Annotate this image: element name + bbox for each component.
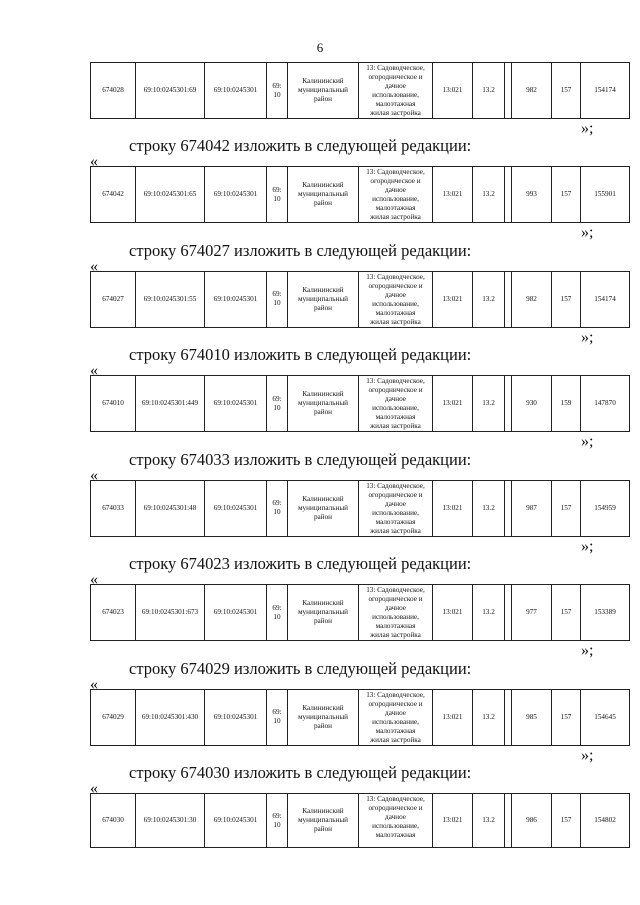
cell-value-b: 157 (552, 167, 581, 223)
cell-use-code: 13:021 (433, 585, 473, 641)
opening-quote: « (90, 571, 98, 588)
cell-value-a: 993 (512, 167, 552, 223)
cell-land-use: 13: Садоводческое, огородническое и дачное использование, малоэтажная жилая застройка (359, 271, 433, 327)
cell-value-b: 157 (552, 63, 581, 119)
cell-total: 154174 (581, 63, 630, 119)
amendment-instruction: строку 674033 изложить в следующей редакции: (129, 449, 472, 469)
cell-value-b: 157 (552, 585, 581, 641)
cell-municipality: Калининский муниципальный район (288, 480, 359, 536)
opening-quote: « (90, 153, 98, 170)
closing-quote: »; (581, 224, 594, 241)
closing-quote: »; (581, 746, 594, 764)
cell-region-code: 69: 10 (267, 63, 288, 119)
cell-total: 154959 (581, 480, 630, 536)
amendment-instruction: строку 674029 изложить в следующей редакции: (129, 658, 472, 678)
cell-cadastral-number: 69:10:0245301:55 (136, 271, 205, 327)
cell-value-a: 987 (512, 480, 552, 536)
cell-quarter: 69:10:0245301 (205, 167, 267, 223)
cell-empty (505, 376, 512, 432)
table-row (90, 689, 630, 746)
cell-code: 674010 (91, 376, 136, 432)
cell-empty (505, 271, 512, 327)
cell-group: 13.2 (473, 480, 505, 536)
cell-land-use: 13: Садоводческое, огородническое и дачное использование, малоэтажная жилая застройка (359, 376, 433, 432)
cell-municipality: Калининский муниципальный район (288, 63, 359, 119)
cell-value-b: 157 (552, 480, 581, 536)
cell-group: 13.2 (473, 271, 505, 327)
cell-group: 13.2 (473, 376, 505, 432)
closing-quote: »; (581, 537, 594, 555)
cell-region-code: 69: 10 (267, 689, 288, 745)
cell-use-code: 13:021 (433, 689, 473, 745)
cell-group: 13.2 (473, 794, 505, 848)
cell-cadastral-number: 69:10:0245301:430 (136, 689, 205, 745)
cell-cadastral-number: 69:10:0245301:30 (136, 794, 205, 848)
cell-use-code: 13:021 (433, 167, 473, 223)
table-row (90, 584, 630, 641)
cell-value-b: 157 (552, 794, 581, 848)
table-row (90, 166, 630, 223)
amendment-instruction: строку 674030 изложить в следующей редакции: (129, 763, 472, 782)
closing-quote: »; (581, 642, 594, 659)
opening-quote: « (90, 257, 98, 275)
opening-quote: « (90, 466, 98, 484)
amendment-instruction: строку 674027 изложить в следующей редакции: (129, 240, 472, 260)
cell-region-code: 69: 10 (267, 794, 288, 848)
cell-code: 674033 (91, 480, 136, 536)
cell-total: 154645 (581, 689, 630, 745)
cell-value-a: 982 (512, 271, 552, 327)
cell-municipality: Калининский муниципальный район (288, 794, 359, 848)
table-row (90, 62, 630, 119)
cell-region-code: 69: 10 (267, 167, 288, 223)
cell-value-a: 985 (512, 689, 552, 745)
cell-municipality: Калининский муниципальный район (288, 585, 359, 641)
cell-group: 13.2 (473, 167, 505, 223)
cell-group: 13.2 (473, 585, 505, 641)
closing-quote: »; (581, 120, 594, 137)
amendment-instruction: строку 674010 изложить в следующей редакции: (129, 345, 472, 364)
cell-empty (505, 585, 512, 641)
cell-land-use: 13: Садоводческое, огородническое и дачное использование, малоэтажная (359, 794, 433, 848)
table-row (90, 480, 630, 537)
cell-quarter: 69:10:0245301 (205, 689, 267, 745)
cell-code: 674023 (91, 585, 136, 641)
amendment-instruction: строку 674023 изложить в следующей редакции: (129, 554, 472, 573)
cell-value-a: 930 (512, 376, 552, 432)
cell-empty (505, 63, 512, 119)
opening-quote: « (90, 675, 98, 693)
cell-use-code: 13:021 (433, 271, 473, 327)
cell-use-code: 13:021 (433, 376, 473, 432)
cell-land-use: 13: Садоводческое, огороднческое и дачное использование, малоэтажная жилая застройка (359, 167, 433, 223)
table-row (90, 271, 630, 328)
closing-quote: »; (581, 328, 594, 346)
cell-use-code: 13:021 (433, 63, 473, 119)
cell-value-b: 157 (552, 689, 581, 745)
cell-code: 674028 (91, 63, 136, 119)
opening-quote: « (90, 780, 98, 797)
cell-group: 13.2 (473, 63, 505, 119)
cell-code: 674027 (91, 271, 136, 327)
cell-cadastral-number: 69:10:0245301:65 (136, 167, 205, 223)
cell-quarter: 69:10:0245301 (205, 376, 267, 432)
cell-region-code: 69: 10 (267, 376, 288, 432)
cell-total: 154802 (581, 794, 630, 848)
cell-cadastral-number: 69:10:0245301:673 (136, 585, 205, 641)
cell-value-b: 157 (552, 271, 581, 327)
cell-region-code: 69: 10 (267, 480, 288, 536)
cell-code: 674030 (91, 794, 136, 848)
table-row (90, 375, 630, 432)
cell-group: 13.2 (473, 689, 505, 745)
table-row (90, 793, 630, 848)
cell-value-a: 982 (512, 63, 552, 119)
cell-municipality: Калининский муниципальный район (288, 271, 359, 327)
page-number: 6 (316, 40, 324, 55)
cell-empty (505, 689, 512, 745)
cell-value-b: 159 (552, 376, 581, 432)
cell-cadastral-number: 69:10:0245301:449 (136, 376, 205, 432)
cell-region-code: 69: 10 (267, 585, 288, 641)
cell-land-use: 13: Садоводческое, огородническое и дачное использование, малоэтажная жилая застройка (359, 480, 433, 536)
cell-municipality: Калининский муниципальный район (288, 689, 359, 745)
cell-land-use: 13: Садоводческое, огородническое и дачное использование, малоэтажная жилая застройка (359, 585, 433, 641)
cell-empty (505, 167, 512, 223)
opening-quote: « (90, 362, 98, 379)
cell-quarter: 69:10:0245301 (205, 271, 267, 327)
cell-use-code: 13:021 (433, 480, 473, 536)
cell-land-use: 13: Садоводческое, огородническое и дачное использование, малоэтажная жилая застройка (359, 689, 433, 745)
cell-cadastral-number: 69:10:0245301:69 (136, 63, 205, 119)
cell-total: 154174 (581, 271, 630, 327)
cell-municipality: Калининский муниципальный район (288, 376, 359, 432)
cell-use-code: 13:021 (433, 794, 473, 848)
cell-quarter: 69:10:0245301 (205, 480, 267, 536)
cell-empty (505, 480, 512, 536)
cell-cadastral-number: 69:10:0245301:48 (136, 480, 205, 536)
cell-value-a: 977 (512, 585, 552, 641)
cell-land-use: 13: Садоводческое, огородническое и дачное использование, малоэтажная жилая застройка (359, 63, 433, 119)
cell-value-a: 986 (512, 794, 552, 848)
cell-quarter: 69:10:0245301 (205, 794, 267, 848)
cell-quarter: 69:10:0245301 (205, 585, 267, 641)
cell-municipality: Калининский муниципальный район (288, 167, 359, 223)
cell-quarter: 69:10:0245301 (205, 63, 267, 119)
cell-empty (505, 794, 512, 848)
cell-region-code: 69: 10 (267, 271, 288, 327)
amendment-instruction: строку 674042 изложить в следующей редакции: (129, 136, 472, 155)
cell-total: 155901 (581, 167, 630, 223)
cell-total: 153389 (581, 585, 630, 641)
cell-code: 674042 (91, 167, 136, 223)
cell-total: 147870 (581, 376, 630, 432)
cell-code: 674029 (91, 689, 136, 745)
closing-quote: »; (581, 433, 594, 450)
